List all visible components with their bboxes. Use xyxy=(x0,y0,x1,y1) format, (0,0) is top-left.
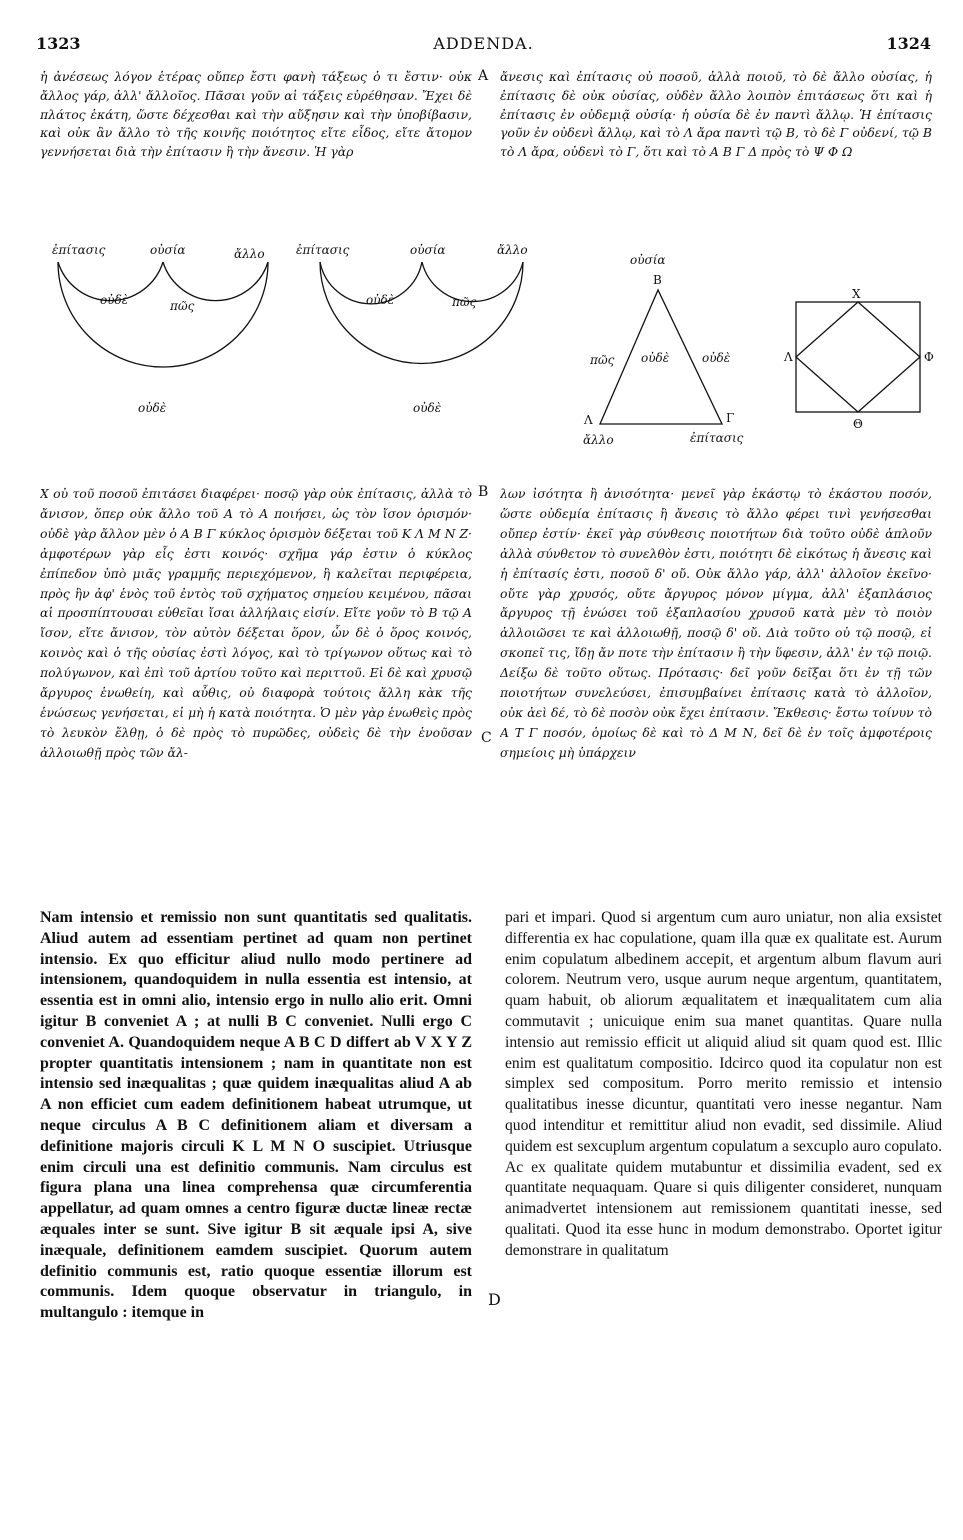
running-title: ADDENDA. xyxy=(433,34,534,53)
fig4-label-phi: Φ xyxy=(924,350,934,364)
margin-letter-b: B xyxy=(478,484,489,500)
figure-crescent-1 xyxy=(58,262,268,367)
fig4-label-lambda: Λ xyxy=(784,350,793,364)
margin-letter-d: D xyxy=(488,1290,501,1309)
fig2-label-ousia: οὐσία xyxy=(410,243,446,257)
fig1-label-allo: ἄλλο xyxy=(234,247,265,261)
fig2-label-allo: ἄλλο xyxy=(497,243,528,257)
fig3-label-epitasis: ἐπίτασις xyxy=(690,431,744,445)
greek-top-right-column: ἄνεσις καὶ ἐπίτασις οὐ ποσοῦ, ἀλλὰ ποιοῦ, τὸ δὲ ἄλλο οὐσίας, ἡ ἐπίτασις δὲ οὐκ οὐσίας, οὐδὲν ἄλλο λοιπὸν ἐπιτάσεως ὅτι καὶ ἡ ἐπίτασις ἐν οὐδεμιᾷ οὐσίᾳ· ἡ οὐσία δὲ ἐν παντὶ ἄλλῳ. Ἡ ἐπίτασις γοῦν ἐν οὐδενὶ ἄλλῳ, καὶ τὸ Λ ἄρα παντὶ τῷ Β, τὸ δὲ Γ οὐδενί, τῷ Β τὸ Λ ἄρα, οὐδενὶ τὸ Γ, ὅτι καὶ τὸ Α Β Γ Δ πρὸς τὸ Ψ Φ Ω xyxy=(500,69,932,160)
greek-middle-left-column: Χ οὐ τοῦ ποσοῦ ἐπιτάσει διαφέρει· ποσῷ γὰρ οὐκ ἐπίτασις, ἀλλὰ τὸ ἄνισον, ὅπερ οὐκ ἄλλο τοῦ Α τὸ Α ποιήσει, ὡς τὸν ἴσον ὁρισμόν· οὐδὲ γὰρ ἄλλον μὲν ὁ Α Β Γ κύκλος ὁρισμὸν δέξεται τοῦ Κ Λ Μ Ν Ζ· ἀμφοτέρων γὰρ εἷς ἐστι κοινός· σχῆμα γάρ ἐστιν ὁ κύκλος ἐπίπεδον ὑπὸ μιᾶς γραμμῆς περιεχόμενον, ἣ καλεῖται περιφέρεια, πρὸς ἣν ἀφ' ἑνὸς τοῦ ἐντὸς τοῦ σχήματος σημείου κειμένου, πᾶσαι αἱ προσπίπτουσαι εὐθεῖαι ἴσαι ἀλλήλαις εἰσίν. Εἴτε γοῦν τὸ Β τῷ Α ἴσον, εἴτε ἄνισον, τὸν αὐτὸν δέξεται ὅρον, ὧν δὲ ὁ ὅρος κοινός, κοινὸς καὶ ὁ τῆς οὐσίας ἐστὶ λόγος, καὶ τὸ τρίγωνον οὕτως καὶ τὸ πολύγωνον, καὶ ἐπὶ τοῦ ἀρτίου τοῦτο καὶ περιττοῦ. Εἰ δὲ καὶ χρυσῷ ἄργυρος ἑνωθείη, καὶ αὖθις, οὐ διαφορὰ τούτοις ἄλλη κὰκ τῆς ἑνώσεως γενήσεται, εἰ μὴ ἡ κατὰ ποιότητα. Ὁ μὲν γὰρ ἑνωθεὶς πρὸς τὸ λευκὸν ἔλθῃ, ὁ δὲ πρὸς τὸ πυρῶδες, οὐδεὶς δὲ τὴν ἑνοῦσαν ἀλλοιωθῇ πρὸς τῶν ἄλ- xyxy=(40,486,472,760)
fig3-label-b: Β xyxy=(653,273,662,287)
fig3-label-ousia: οὐσία xyxy=(630,253,666,267)
figure-square xyxy=(796,302,920,412)
fig1-label-oude: οὐδὲ xyxy=(100,293,129,307)
greek-top-left-column: ἡ ἀνέσεως λόγον ἑτέρας οὔπερ ἔστι φανὴ τάξεως ὁ τι ἔστιν· οὐκ ἄλλος γάρ, ἀλλ' ἄλλοῖος. Πᾶσαι γοῦν αἱ τάξεις εὑρέθησαν. Ἔχει δὲ πλάτος ἑκάτη, ὥστε δέχεσθαι καὶ τὴν αὔξησιν καὶ τὴν ὑποβίβασιν, καὶ οὐκ ἂν ἄλλο τὸ τῆς κοινῆς ποιότητος εἴτε εἶδος, εἴτε ἄτομον γεννήσεται διὰ τὴν ἐπίτασιν ἢ τὴν ἄνεσιν. Ἡ γὰρ xyxy=(40,69,472,160)
page-number-right: 1324 xyxy=(886,34,931,53)
figures-row xyxy=(0,220,963,460)
crescent-2-outer-arc xyxy=(320,262,523,364)
fig3-label-oude-right: οὐδὲ xyxy=(702,351,731,365)
square-outer xyxy=(796,302,920,412)
fig3-label-allo: ἄλλο xyxy=(583,433,614,447)
margin-letter-a: A xyxy=(478,68,489,84)
figures-svg xyxy=(0,220,963,460)
fig4-label-x: Χ xyxy=(852,287,861,301)
greek-middle-right-column: λων ἰσότητα ἢ ἀνισότητα· μενεῖ γὰρ ἑκάστῳ τὸ ἑκάστου ποσόν, ὥστε οὐδεμία ἐπίτασις ἢ ἄνεσις τὸ ἄλλο φέρει τινὶ γενήσεσθαι οὔπερ ἐστίν· ἐκεῖ γὰρ σύνθεσις ποιοτήτων διὰ τοῦτο οὐδὲ ἁπλοῦν ἀλλὰ σύνθετον τὸ συνελθὸν ἐστι, ποιότητι δὲ εἰκότως ἡ ἄνεσις καὶ ἡ ἐπίτασίς ἐστι, ποσοῦ δ' οὔ. Οὐκ ἄλλο γάρ, ἀλλ' ἀλλοῖον ἐκεῖνο· οὔτε γὰρ χρυσός, οὔτε ἄργυρος μόνον μίγμα, ἀλλ' ἑξαπλάσιος ἄργυρος τῇ ἑνώσει τοῦ ἑξαπλασίου χρυσοῦ κατὰ μὲν τὸ ποιὸν ἀλλοιῶσει τε καὶ ἀλλοιωθῇ, ποσῷ δ' οὔ. Διὰ τοῦτο οὐ τῷ ποσῷ, εἰ σκοπεῖ τις, ἴδῃ ἄν ποτε τὴν ἐπίτασιν ἢ τὴν ὕφεσιν, ἀλλ' ἐν τῷ ποιῷ. Δείξω δὲ τοῦτο οὕτως. Πρότασις· δεῖ γοῦν δεῖξαι ὅτι ἐν τῇ τῶν ποιοτήτων συνελεύσει, ἐπισυμβαίνει ἐπίτασις κατὰ τὸ ἀλλοῖον, οὐκ ἀεὶ δέ, τὸ δὲ ποσὸν οὐκ ἔχει ἐπίτασιν. Ἔκθεσις· ἔστω τοίνυν τὸ Α Τ Γ ποσόν, ὁμοίως δὲ καὶ τὸ Δ Μ Ν, δεῖ δὲ ἐν τοῖς ἀμφοτέροις σημείοις μὴ ὑπάρχειν xyxy=(500,486,932,760)
margin-letter-c: C xyxy=(481,730,492,746)
fig1-label-ousia: οὐσία xyxy=(150,243,186,257)
fig2-label-oude-bottom: οὐδὲ xyxy=(413,401,442,415)
running-head xyxy=(36,34,931,54)
fig1-label-epitasis: ἐπίτασις xyxy=(52,243,106,257)
fig2-label-epitasis: ἐπίτασις xyxy=(296,243,350,257)
fig3-label-lambda: Λ xyxy=(584,413,593,427)
fig1-label-pos: πῶς xyxy=(170,299,195,313)
fig4-label-theta: Θ xyxy=(853,417,863,431)
figure-crescent-2 xyxy=(320,262,523,364)
crescent-1-outer-arc xyxy=(58,262,268,367)
fig3-label-oude-left: οὐδὲ xyxy=(641,351,670,365)
page-number-left: 1323 xyxy=(36,34,81,53)
fig3-label-gamma: Γ xyxy=(726,411,735,425)
latin-right-column: pari et impari. Quod si argentum cum auro uniatur, non alia exsistet differentia ex hac copulatione, quam illa quæ ex qualitate est. Aurum enim copulatum albedinem accepit, et argentum album flavum auri colorem. Neutrum vero, usque aurum neque argentum, quantitatem, quam habuit, ob aliorum æqualitatem et inæqualitatem cum alia commutavit ; unicuique enim sua manet quantitas. Quare nulla intensio aut remissio efficit ut aliquid aliud sit quam quod est. Illic enim est qualitatum compositio. Idcirco quod ita copulatur non est simplex sed compositum. Porro merito remissio et intensio qualitatibus inesse dicuntur, quantitati vero inesse negantur. Nam quod intenditur et remittitur aliud non evadit, sed dissimile. Aliud quidem est sexcuplum argentum copulatum a sexcuplo auro copulato. Ac ex qualitate quidem mutabuntur et dissimilia evadent, sed ex quantitate nequaquam. Quare si quis diligenter consideret, nunquam animadvertet intensionem aut remissionem quantitati inesse, sed qualitati. Quod ita esse hunc in modum demonstrabo. Oportet igitur demonstrare in qualitatum xyxy=(505,909,942,1259)
fig2-label-oude: οὐδὲ xyxy=(366,293,395,307)
square-inner-diamond xyxy=(796,302,920,412)
latin-left-column: Nam intensio et remissio non sunt quantitatis sed qualitatis. Aliud autem ad essentiam pertinet ad quam non pertinet intensio. Ex quo efficitur aliud nullo modo pertinere ad intensionem, quandoquidem in nulla essentia est intensio, at essentia est in omni alio, intensio ergo in nullo alio erit. Omni igitur B conveniet A ; at nulli B C conveniet. Nulli ergo C conveniet A. Quandoquidem neque A B C D differt ab V X Y Z propter quantitatis intensionem ; nam in quantitate non est intensio sed inæqualitas ; quæ quidem inæqualitas aliud A ab A non efficiet cum eadem definitionem habeat utrumque, ut neque circulus A B C definitionem aliam et diversam a definitione majoris circuli K L M N O suscipiet. Utriusque enim circuli una est definitio communis. Nam circulus est figura plana una linea comprehensa quæ circumferentia appellatur, ad quam omnes a centro figuræ ductæ lineæ rectæ æquales inter se sunt. Sive igitur B sit æquale ipsi A, sive inæquale, definitionem eamdem suscipiet. Quorum autem definitio communis est, ratio quoque essentiæ illorum est communis. Idem quoque observatur in triangulo, in multangulo : itemque in xyxy=(40,909,472,1322)
crescent-1-inner-arc-right xyxy=(163,262,268,301)
fig2-label-pos: πῶς xyxy=(452,295,477,309)
fig1-label-oude-bottom: οὐδὲ xyxy=(138,401,167,415)
fig3-label-pos: πῶς xyxy=(590,353,615,367)
